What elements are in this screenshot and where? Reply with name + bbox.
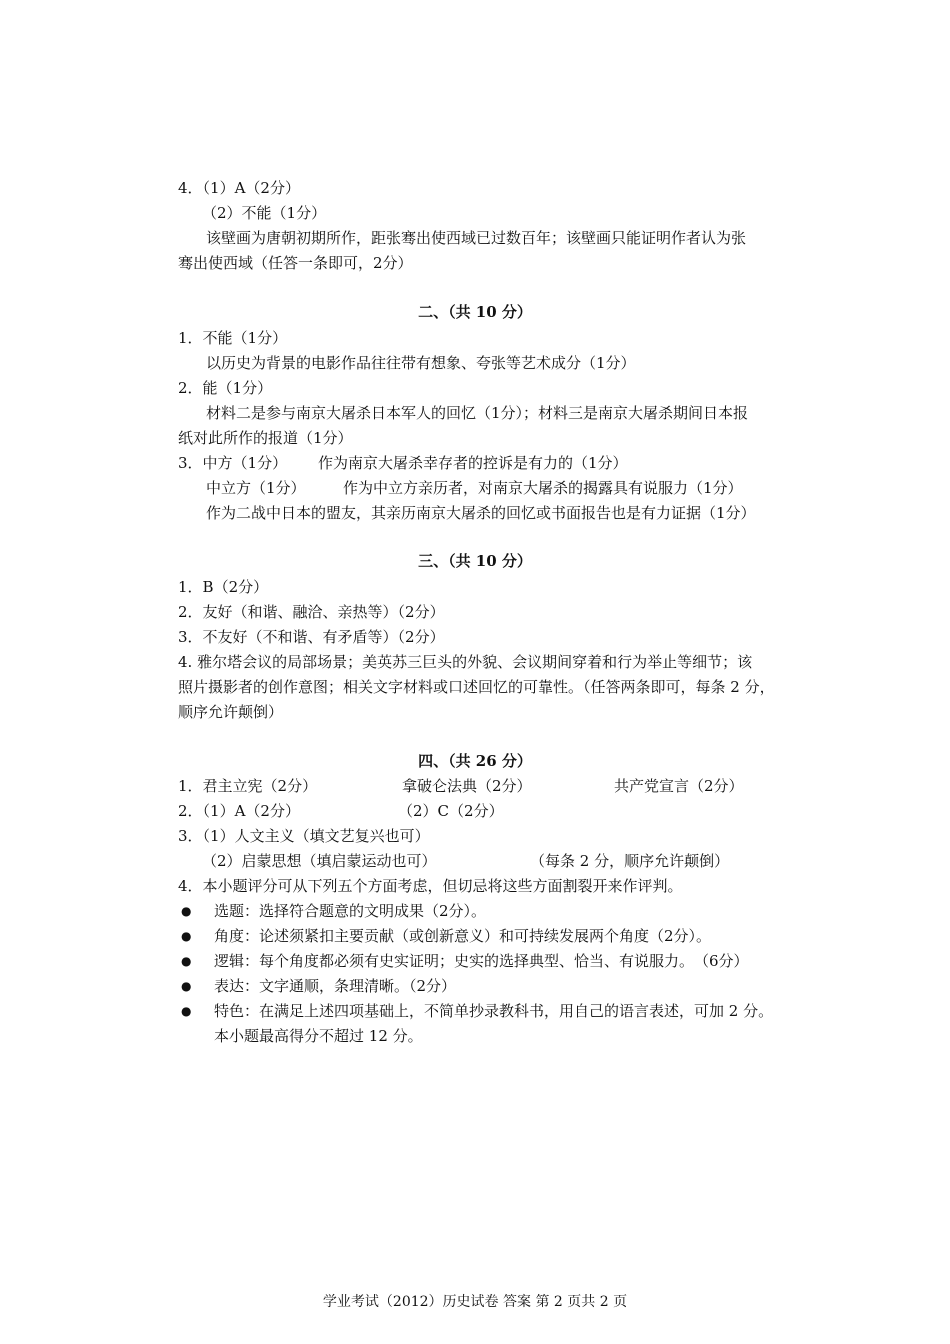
bullet-icon: ● <box>181 979 192 993</box>
p2-line-2: 以历史为背景的电影作品往往带有想象、夸张等艺术成分（1分） <box>206 354 636 372</box>
p3-line-1: 1．B（2分） <box>178 578 269 596</box>
section-heading-4: 四、（共 26 分） <box>418 752 532 770</box>
p2-line-4: 材料二是参与南京大屠杀日本军人的回忆（1分）；材料三是南京大屠杀期间日本报 <box>206 404 749 422</box>
p4-line-2b: （2）C（2分） <box>398 802 504 820</box>
p3-line-6: 顺序允许颠倒） <box>178 703 284 721</box>
q4-line-c2: 骞出使西域（任答一条即可，2分） <box>178 254 413 272</box>
p4-line-1b: 拿破仑法典（2分） <box>402 777 532 795</box>
section-heading-3: 三、（共 10 分） <box>418 552 532 570</box>
p2-line-6b: 作为南京大屠杀幸存者的控诉是有力的（1分） <box>318 454 628 472</box>
p4-line-3: 3．（1）人文主义（填文艺复兴也可） <box>178 827 430 845</box>
p2-line-8: 作为二战中日本的盟友，其亲历南京大屠杀的回忆或书面报告也是有力证据（1分） <box>206 504 756 522</box>
p3-line-4: 4. 雅尔塔会议的局部场景；美英苏三巨头的外貌、会议期间穿着和行为举止等细节；该 <box>178 653 753 671</box>
q4-line-a: 4．（1）A（2分） <box>178 179 300 197</box>
p3-line-3: 3．不友好（不和谐、有矛盾等）（2分） <box>178 628 445 646</box>
p2-line-1: 1．不能（1分） <box>178 329 288 347</box>
page-footer: 学业考试（2012）历史试卷 答案 第 2 页共 2 页 <box>322 1294 628 1310</box>
p4-bullet-2: 角度：论述须紧扣主要贡献（或创新意义）和可持续发展两个角度（2分）。 <box>214 927 712 945</box>
p2-line-7b: 作为中立方亲历者，对南京大屠杀的揭露具有说服力（1分） <box>343 479 743 497</box>
p3-line-2: 2．友好（和谐、融洽、亲热等）（2分） <box>178 603 445 621</box>
p3-line-5: 照片摄影者的创作意图；相关文字材料或口述回忆的可靠性。（任答两条即可，每条 2 分， <box>178 678 775 696</box>
p4-line-4a: （2）启蒙思想（填启蒙运动也可） <box>202 852 437 870</box>
p4-line-5: 4．本小题评分可从下列五个方面考虑，但切忌将这些方面割裂开来作评判。 <box>178 877 683 895</box>
q4-line-c1: 该壁画为唐朝初期所作，距张骞出使西域已过数百年；该壁画只能证明作者认为张 <box>206 229 747 247</box>
p4-bullet-3: 逻辑：每个角度都必须有史实证明；史实的选择典型、恰当、有说服力。 （6分） <box>214 952 749 970</box>
bullet-icon: ● <box>181 904 192 918</box>
p4-line-4b: （每条 2 分，顺序允许颠倒） <box>530 852 730 870</box>
p2-line-7a: 中立方（1分） <box>206 479 306 497</box>
p4-line-1c: 共产党宣言（2分） <box>614 777 744 795</box>
section-heading-2: 二、（共 10 分） <box>418 303 532 321</box>
p2-line-6a: 3．中方（1分） <box>178 454 288 472</box>
p4-bullet-5-cont: 本小题最高得分不超过 12 分。 <box>214 1027 423 1045</box>
p4-bullet-5: 特色：在满足上述四项基础上，不简单抄录教科书，用自己的语言表述，可加 2 分。 <box>214 1002 774 1020</box>
p4-bullet-4: 表达：文字通顺，条理清晰。（2分） <box>214 977 457 995</box>
p4-line-1a: 1．君主立宪（2分） <box>178 777 318 795</box>
p2-line-3: 2．能（1分） <box>178 379 273 397</box>
p2-line-5: 纸对此所作的报道（1分） <box>178 429 353 447</box>
bullet-icon: ● <box>181 1004 192 1018</box>
bullet-icon: ● <box>181 954 192 968</box>
q4-line-b: （2）不能（1分） <box>202 204 327 222</box>
bullet-icon: ● <box>181 929 192 943</box>
p4-line-2a: 2．（1）A（2分） <box>178 802 300 820</box>
p4-bullet-1: 选题：选择符合题意的文明成果（2分）。 <box>214 902 487 920</box>
